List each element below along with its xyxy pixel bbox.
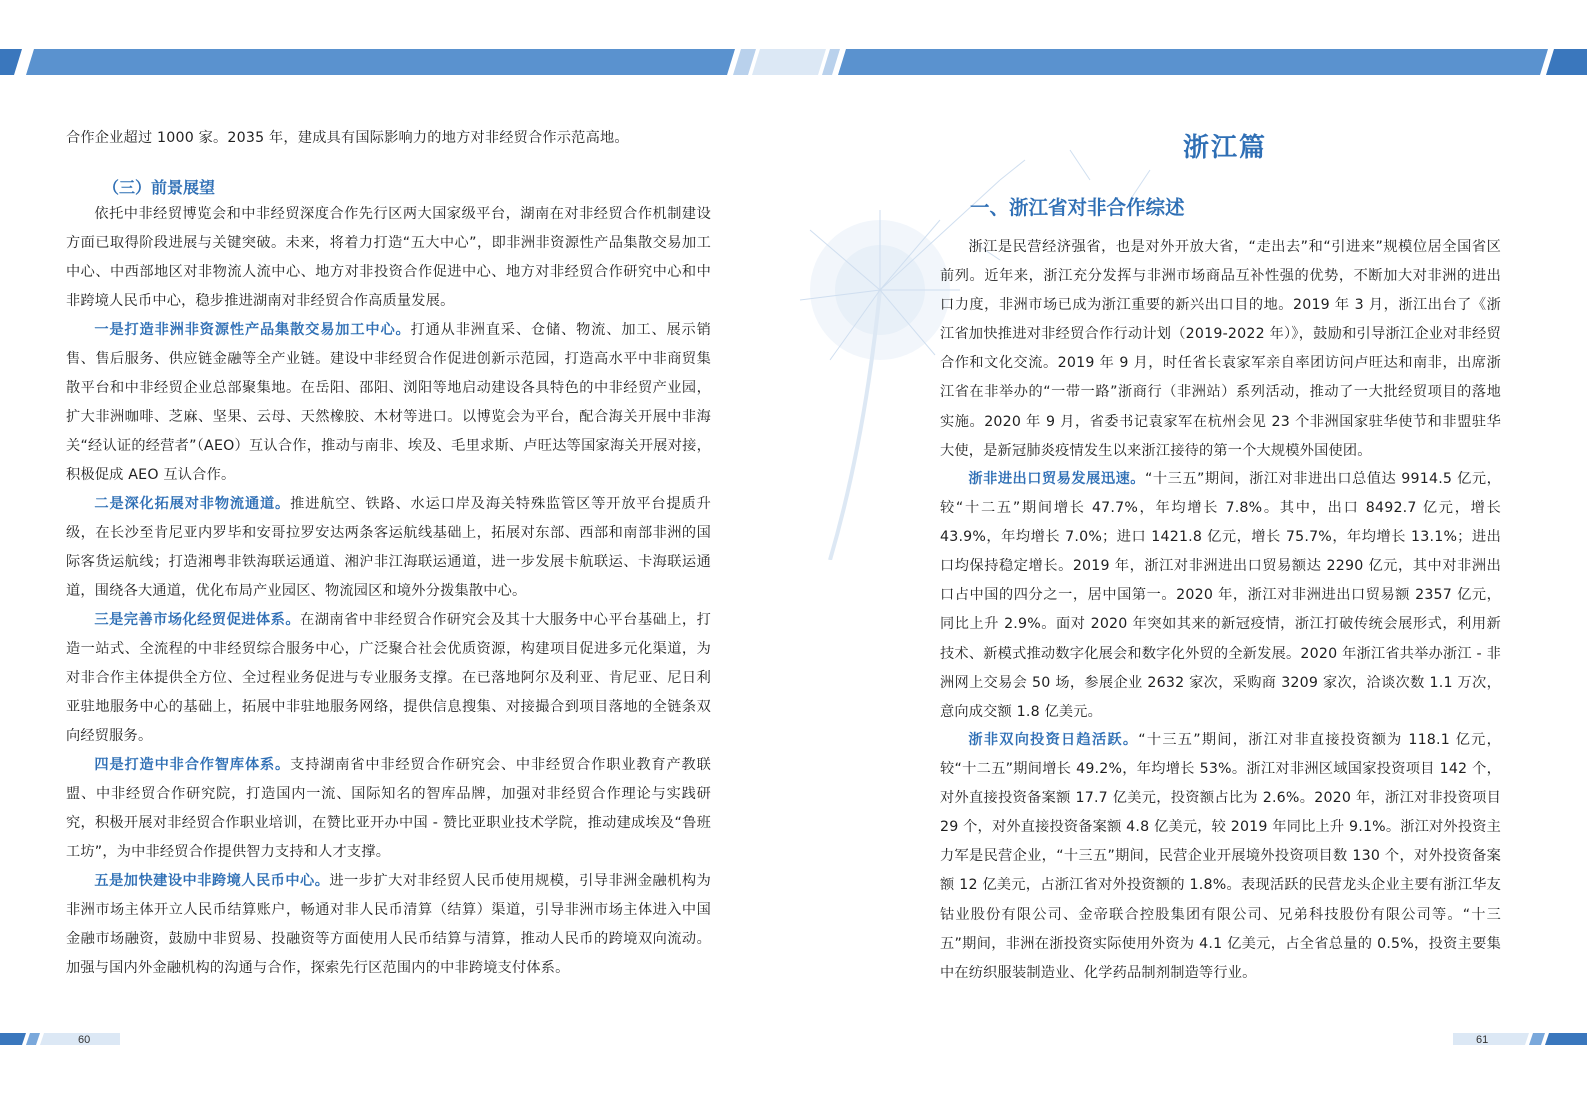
investment-paragraph [940,726,1501,988]
center-three-text: 在湖南省中非经贸合作研究会及其十大服务中心平台基础上，打造一站式、全流程的中非经贸综合服务中心，广泛聚合社会优质资源，构建项目促进多元化渠道，为对非合作主体提供全方位、全过程业务促进与专业服务支撑。在已落地阿尔及利亚、肯尼亚、尼日利亚驻地服务中心的基础上，拓展中非驻地服务网络，提供信息搜集、对接撮合到项目落地的全链条双向经贸服务。 [66,612,711,745]
center-four-text: 支持湖南省中非经贸合作研究会、中非经贸合作职业教育产教联盟、中非经贸合作研究院，打造国内一流、国际知名的智库品牌，加强对非经贸合作理论与实践研究，积极开展对非经贸合作职业培训，在赞比亚开办中国 - 赞比亚职业技术学院，推动建成埃及“鲁班工坊”，为中非经贸合作提供智力支持和人才支撑。 [66,757,711,861]
intro-paragraph: 合作企业超过 1000 家。2035 年，建成具有国际影响力的地方对非经贸合作示范高地。 [66,130,629,146]
page-number-left: 60 [78,1034,91,1046]
prospect-subheading: （三）前景展望 [103,178,216,197]
chapter-title: 浙江篇 [1183,133,1268,163]
center-three-paragraph [66,606,711,751]
investment-text: “十三五”期间，浙江对非直接投资额为 118.1 亿元，较“十二五”期间增长 49.2%，年均增长 53%。浙江对非洲区域国家投资项目 142 个，对外直接投资备案额 17.7 亿美元，投资额占比为 2.6%。2020 年，浙江对非投资项目 29 个，对外直接投资备案额 4.8 亿美元，较 2019 年同比上升 9.1%。浙江对外投资主力军是民营企业，“十三五”期间，民营企业开展境外投资项目数 130 个，对外投资备案额 12 亿美元，占浙江省对外投资额的 1.8%。表现活跃的民营龙头企业主要有浙江华友钴业股份有限公司、金帝联合控股集团有限公司、兄弟科技股份有限公司等。“十三五”期间，非洲在浙投资实际使用外资为 4.1 亿美元，占全省总量的 0.5%，投资主要集中在纺织服装制造业、化学药品制剂制造等行业。 [940,732,1502,981]
trade-heading: 浙非进出口贸易发展迅速。 [968,471,1146,487]
center-two-text: 推进航空、铁路、水运口岸及海关特殊监管区等开放平台提质升级，在长沙至肯尼亚内罗毕和安哥拉罗安达两条客运航线基础上，拓展对东部、西部和南部非洲的国际客货运航线；打造湘粤非铁海联运通道、湘沪非江海联运通道，进一步发展卡航联运、卡海联运通道，围绕各大通道，优化布局产业园区、物流园区和境外分拨集散中心。 [66,496,711,600]
footer-bar-right [1453,1033,1587,1045]
center-two-heading: 二是深化拓展对非物流通道。 [94,496,291,512]
center-four-heading: 四是打造中非合作智库体系。 [94,757,291,773]
center-three-heading: 三是完善市场化经贸促进体系。 [94,612,301,628]
center-two-paragraph [66,490,711,606]
center-four-paragraph [66,751,711,867]
footer-bar-left [0,1033,120,1045]
prospect-paragraph: 依托中非经贸博览会和中非经贸深度合作先行区两大国家级平台，湖南在对非经贸合作机制建设方面已取得阶段进展与关键突破。未来，将着力打造“五大中心”，即非洲非资源性产品集散交易加工中心、中西部地区对非物流人流中心、地方对非投资合作促进中心、地方对非经贸合作研究中心和中非跨境人民币中心，稳步推进湖南对非经贸合作高质量发展。 [66,206,711,310]
center-five-paragraph [66,867,711,983]
center-five-heading: 五是加快建设中非跨境人民币中心。 [94,873,330,889]
center-one-text: 打通从非洲直采、仓储、物流、加工、展示销售、售后服务、供应链金融等全产业链。建设中非经贸合作促进创新示范园，打造高水平中非商贸集散平台和中非经贸企业总部聚集地。在岳阳、邵阳、浏阳等地启动建设各具特色的中非经贸产业园，扩大非洲咖啡、芝麻、坚果、云母、天然橡胶、木材等进口。以博览会为平台，配合海关开展中非海关“经认证的经营者”（AEO）互认合作，推动与南非、埃及、毛里求斯、卢旺达等国家海关开展对接，积极促成 AEO 互认合作。 [66,322,711,484]
center-one-paragraph [66,316,711,491]
trade-text: “十三五”期间，浙江对非进出口总值达 9914.5 亿元，较“十二五”期间增长 47.7%，年均增长 7.8%。其中，出口 8492.7 亿元，增长 43.9%，年均增长 7.0%；进口 1421.8 亿元，增长 75.7%，年均增长 13.1%；进出口均保持稳定增长。2019 年，浙江对非洲进出口贸易额达 2290 亿元，其中对非洲出口占中国的四分之一，居中国第一。2020 年，浙江对非洲进出口贸易额 2357 亿元，同比上升 2.9%。面对 2020 年突如其来的新冠疫情，浙江打破传统会展形式，利用新技术、新模式推动数字化展会和数字化外贸的全新发展。2020 年浙江省共举办浙江 - 非洲网上交易会 50 场，参展企业 2632 家次，采购商 3209 家次，洽谈次数 1.1 万次，意向成交额 1.8 亿美元。 [940,471,1502,720]
center-one-heading: 一是打造非洲非资源性产品集散交易加工中心。 [94,322,411,338]
top-banner [0,49,1587,75]
overview-paragraph: 浙江是民营经济强省，也是对外开放大省，“走出去”和“引进来”规模位居全国省区前列。近年来，浙江充分发挥与非洲市场商品互补性强的优势，不断加大对非洲的进出口力度，非洲市场已成为浙江重要的新兴出口目的地。2019 年 3 月，浙江出台了《浙江省加快推进对非经贸合作行动计划（2019-2022 年）》，鼓励和引导浙江企业对非经贸合作和文化交流。2019 年 9 月，时任省长袁家军亲自率团访问卢旺达和南非，出席浙江省在非举办的“一带一路”浙商行（非洲站）系列活动，推动了一大批经贸项目的落地实施。2020 年 9 月，省委书记袁家军在杭州会见 23 个非洲国家驻华使节和非盟驻华大使，是新冠肺炎疫情发生以来浙江接待的第一个大规模外国使团。 [940,239,1501,459]
center-five-text: 进一步扩大对非经贸人民币使用规模，引导非洲金融机构为非洲市场主体开立人民币结算账户，畅通对非人民币清算（结算）渠道，引导非洲市场主体进入中国金融市场融资，鼓励中非贸易、投融资等方面使用人民币结算与清算，推动人民币的跨境双向流动。加强与国内外金融机构的沟通与合作，探索先行区范围内的中非跨境支付体系。 [66,873,712,977]
section-title: 一、浙江省对非合作综述 [970,196,1185,219]
trade-paragraph [940,465,1501,727]
investment-heading: 浙非双向投资日趋活跃。 [968,732,1139,748]
page-number-right: 61 [1476,1034,1489,1046]
